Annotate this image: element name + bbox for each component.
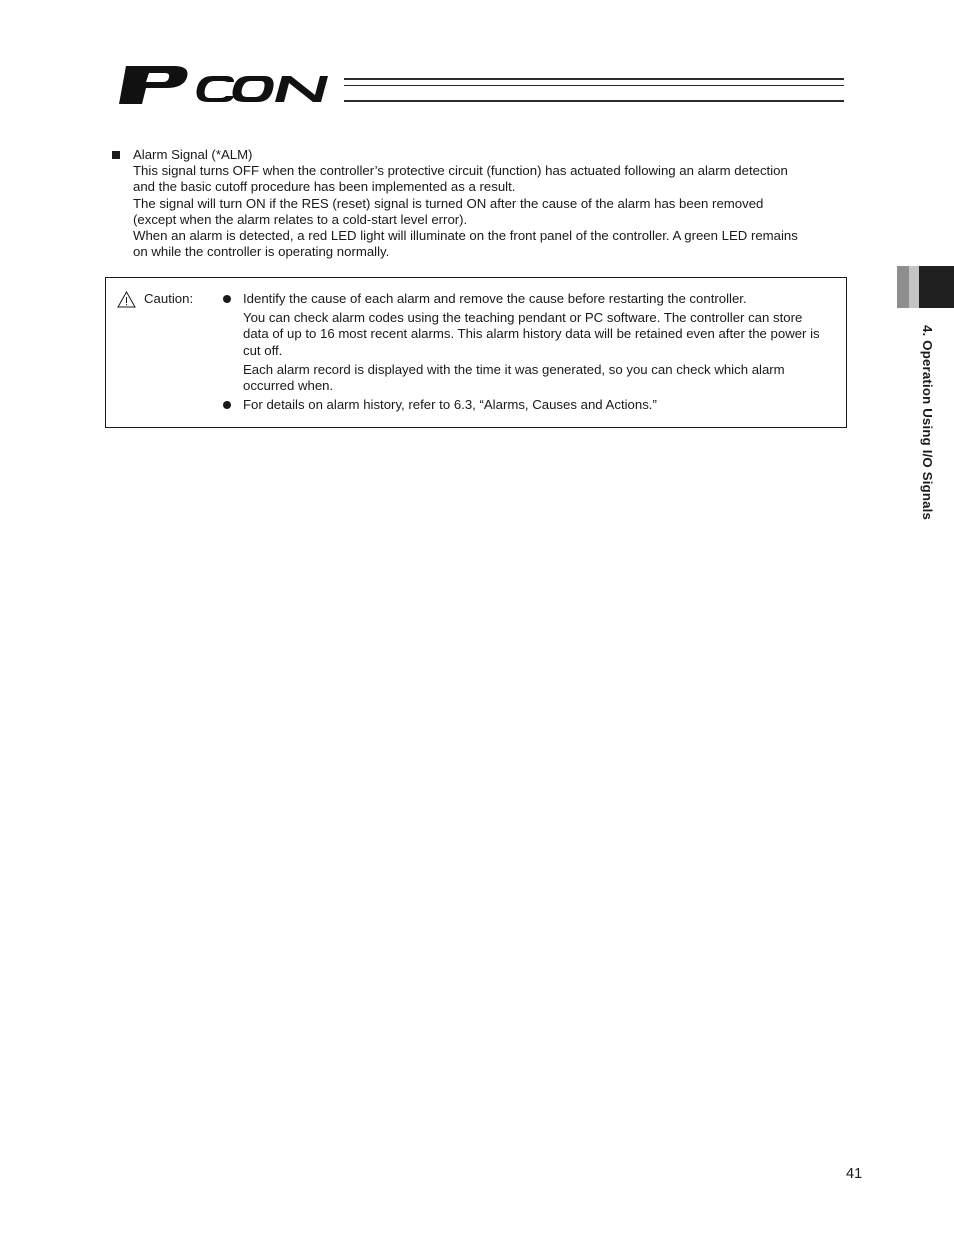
alarm-signal-section (112, 147, 852, 260)
caution-box (105, 277, 847, 428)
chapter-tab-marker (897, 266, 909, 308)
chapter-tab-marker (909, 266, 919, 308)
section-body (133, 163, 852, 260)
bullet-dot-icon (223, 401, 231, 409)
body-line: This signal turns OFF when the controller’s protective circuit (function) has actuated following an alarm detection (133, 163, 788, 179)
header-rule (344, 85, 844, 86)
caution-text: Each alarm record is displayed with the time it was generated, so you can check which alarm occurred when. (243, 361, 785, 394)
section-title: Alarm Signal (*ALM) (133, 147, 253, 162)
caution-text: Identify the cause of each alarm and remove the cause before restarting the controller. (243, 291, 747, 306)
list-item (222, 397, 822, 413)
header-rule (344, 78, 844, 80)
square-bullet-icon (112, 151, 120, 159)
caution-list (222, 291, 822, 416)
caution-text: For details on alarm history, refer to 6.3, “Alarms, Causes and Actions.” (243, 397, 657, 413)
pcon-logo (116, 62, 346, 108)
bullet-dot-icon (223, 295, 231, 303)
body-line: and the basic cutoff procedure has been implemented as a result. (133, 179, 516, 195)
caution-text: You can check alarm codes using the teaching pendant or PC software. The controller can store data of up to 16 most recent alarms. This alarm history data will be retained even after the power is cut off. (243, 310, 820, 358)
chapter-tab-marker (919, 266, 954, 308)
page-number: 41 (846, 1166, 863, 1182)
body-line: When an alarm is detected, a red LED light will illuminate on the front panel of the controller. A green LED remains (133, 228, 798, 244)
body-line: The signal will turn ON if the RES (reset) signal is turned ON after the cause of the alarm has been removed (133, 195, 764, 211)
body-line: (except when the alarm relates to a cold-start level error). (133, 211, 468, 227)
caution-label: Caution: (144, 291, 194, 306)
list-item (222, 291, 822, 394)
body-line: on while the controller is operating normally. (133, 244, 390, 260)
header-rule (344, 100, 844, 102)
chapter-side-label: 4. Operation Using I/O Signals (920, 325, 935, 521)
warning-triangle-icon (117, 291, 136, 308)
